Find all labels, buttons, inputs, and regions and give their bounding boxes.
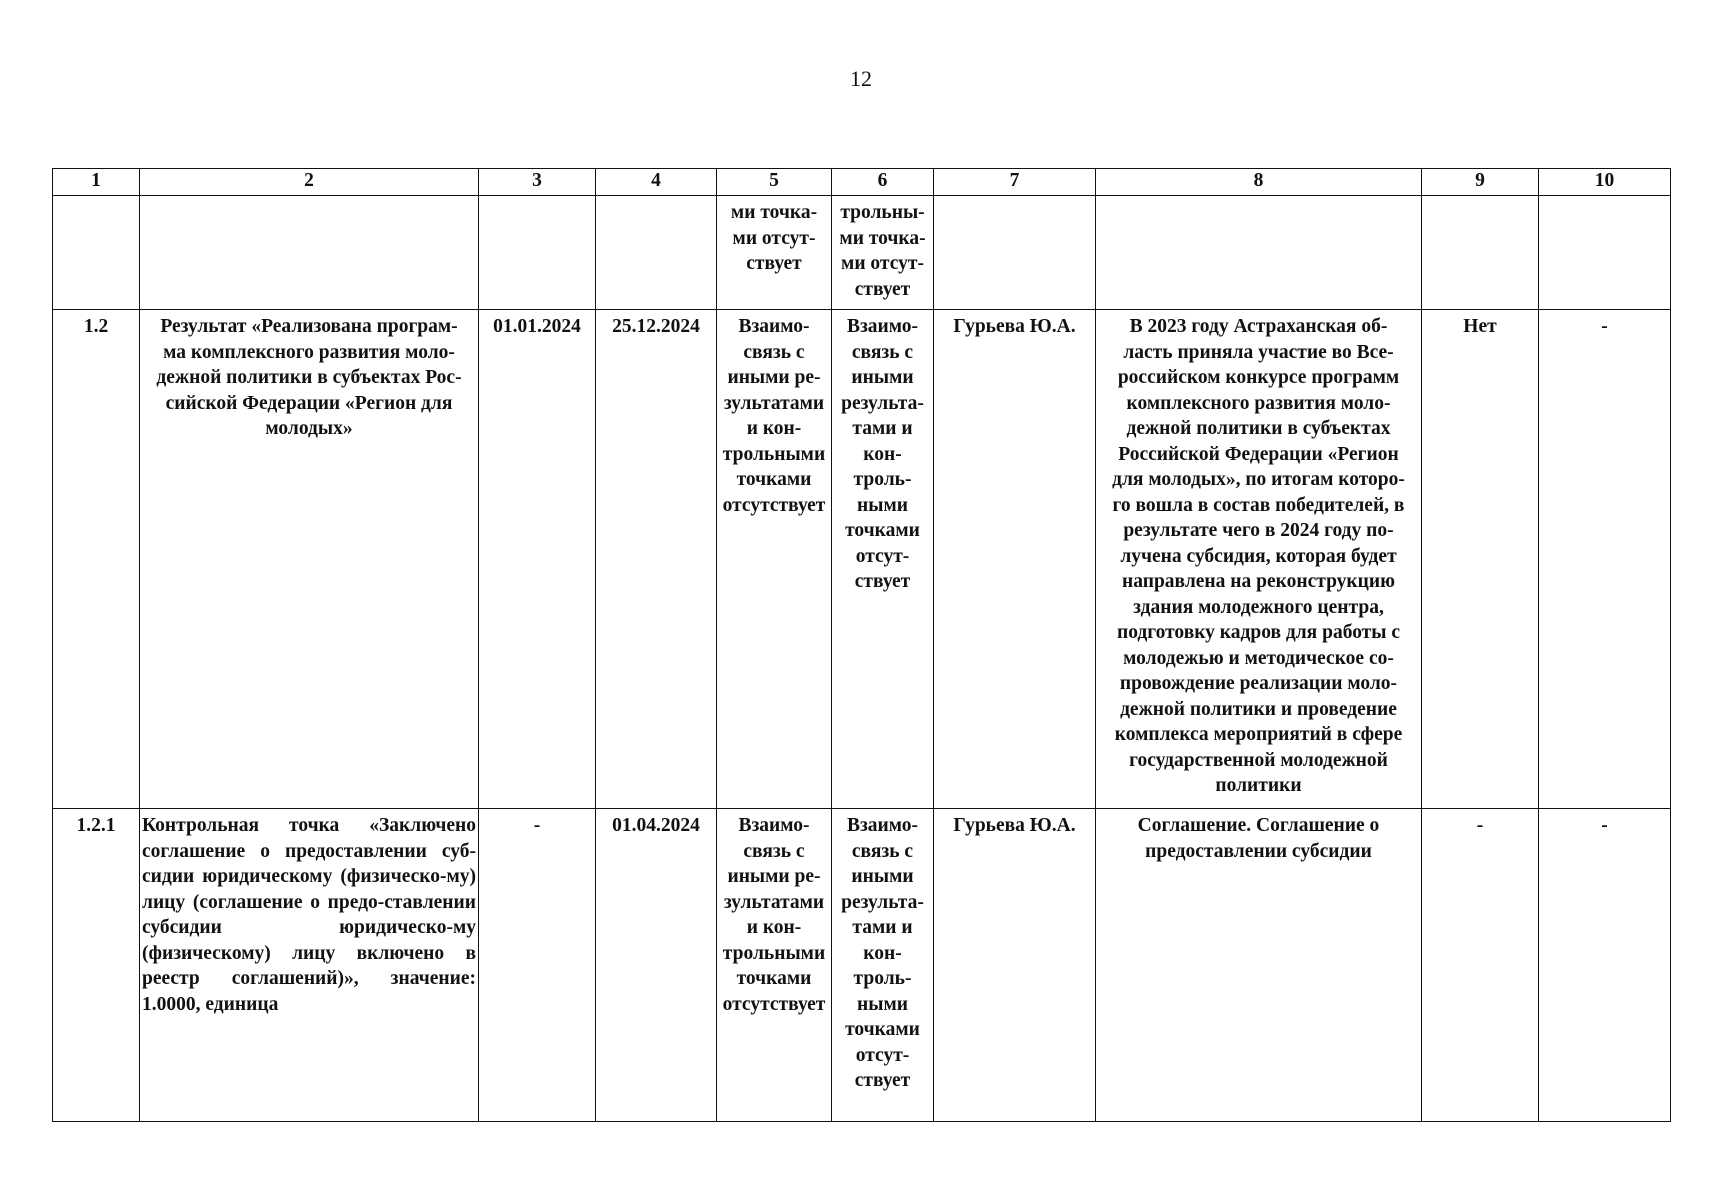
row-col9: -	[1422, 809, 1539, 1122]
column-header: 9	[1422, 169, 1539, 196]
row-responsible	[934, 196, 1096, 310]
plan-table	[52, 168, 1671, 1122]
row-start-date: -	[479, 809, 596, 1122]
row-responsible: Гурьева Ю.А.	[934, 310, 1096, 809]
row-number: 1.2	[53, 310, 140, 809]
row-link-in: Взаимо- связь с иными ре- зультатами и кон- трольными точками отсутствует	[717, 310, 832, 809]
row-name: Контрольная точка «Заключено соглашение о предоставлении суб-сидии юридическому (физическо-му) лицу (соглашение о предо-ставлении субсидии юридическо-му (физическому) лицу включено в реестр соглашений)», значение: 1.0000, единица	[140, 809, 479, 1122]
row-link-in: ми точка- ми отсут- ствует	[717, 196, 832, 310]
column-header: 7	[934, 169, 1096, 196]
column-header: 10	[1539, 169, 1671, 196]
row-responsible: Гурьева Ю.А.	[934, 809, 1096, 1122]
row-col9: Нет	[1422, 310, 1539, 809]
row-end-date: 01.04.2024	[596, 809, 717, 1122]
table-row	[53, 310, 1671, 809]
column-header: 2	[140, 169, 479, 196]
page-number: 12	[850, 66, 872, 91]
row-description: В 2023 году Астраханская об- ласть приняла участие во Все- российском конкурсе программ комплексного развития моло- дежной политики в субъектах Российской Федерации «Регион для молодых», по итогам которо- го вошла в состав победителей, в результате чего в 2024 году по- лучена субсидия, которая будет направлена на реконструкцию здания молодежного центра, подготовку кадров для работы с молодежью и методическое со- провождение реализации моло- дежной политики и проведение комплекса мероприятий в сфере государственной молодежной политики	[1096, 310, 1422, 809]
row-name: Результат «Реализована програм- ма комплексного развития моло- дежной политики в субъектах Рос- сийской Федерации «Регион для молодых»	[140, 310, 479, 809]
row-link-out: Взаимо- связь с иными результа- тами и кон- троль- ными точками отсут- ствует	[832, 809, 934, 1122]
row-number: 1.2.1	[53, 809, 140, 1122]
column-header: 1	[53, 169, 140, 196]
row-name	[140, 196, 479, 310]
row-end-date: 25.12.2024	[596, 310, 717, 809]
row-link-out: трольны- ми точка- ми отсут- ствует	[832, 196, 934, 310]
row-link-in: Взаимо- связь с иными ре- зультатами и кон- трольными точками отсутствует	[717, 809, 832, 1122]
column-header: 3	[479, 169, 596, 196]
column-header: 8	[1096, 169, 1422, 196]
column-header: 5	[717, 169, 832, 196]
row-start-date: 01.01.2024	[479, 310, 596, 809]
header-row	[53, 169, 1671, 196]
table-row	[53, 196, 1671, 310]
row-number	[53, 196, 140, 310]
column-header: 4	[596, 169, 717, 196]
row-start-date	[479, 196, 596, 310]
row-col10: -	[1539, 809, 1671, 1122]
row-description	[1096, 196, 1422, 310]
row-description: Соглашение. Соглашение о предоставлении субсидии	[1096, 809, 1422, 1122]
row-end-date	[596, 196, 717, 310]
row-link-out: Взаимо- связь с иными результа- тами и кон- троль- ными точками отсут- ствует	[832, 310, 934, 809]
row-col10	[1539, 196, 1671, 310]
row-col10: -	[1539, 310, 1671, 809]
row-col9	[1422, 196, 1539, 310]
table-row	[53, 809, 1671, 1122]
column-header: 6	[832, 169, 934, 196]
